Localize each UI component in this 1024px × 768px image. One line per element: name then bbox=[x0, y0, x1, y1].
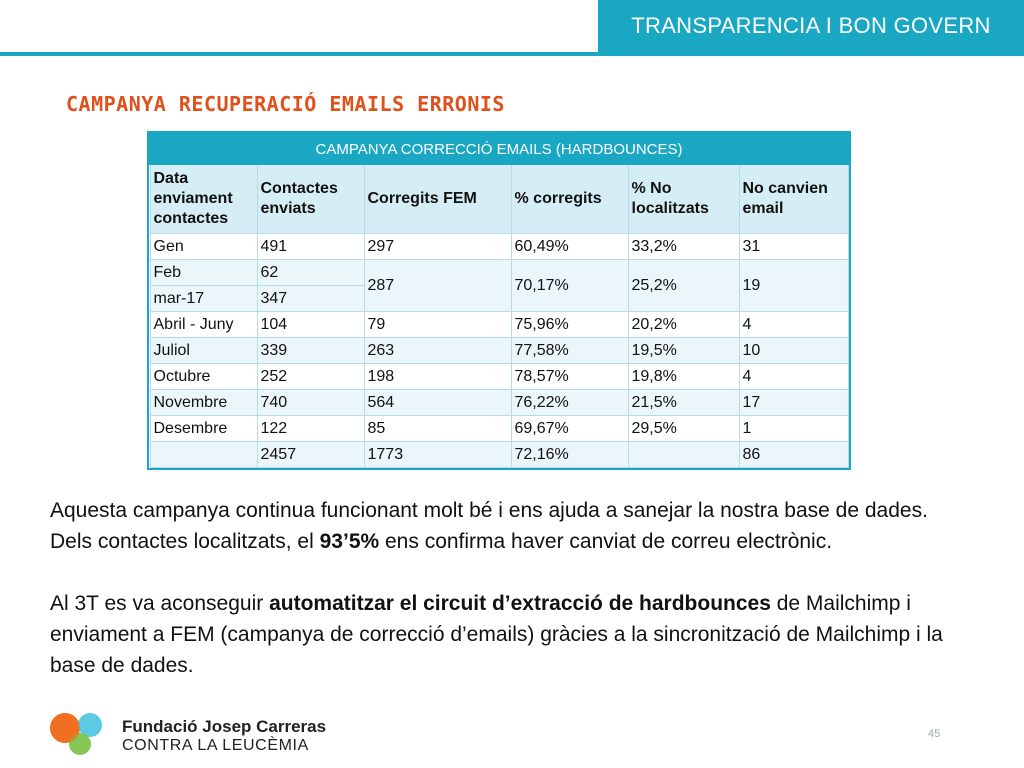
cell-sent: 252 bbox=[257, 364, 364, 390]
cell-notfound: 20,2% bbox=[628, 312, 739, 338]
table-row bbox=[150, 364, 848, 390]
table-header-row bbox=[150, 164, 848, 234]
cell-month: Octubre bbox=[150, 364, 257, 390]
paragraph-1-a: Aquesta campanya continua funcionant molt bé i ens ajuda a sanejar la nostra base de dades. Dels contactes localitzats, el bbox=[50, 499, 928, 553]
col-header: Corregits FEM bbox=[364, 164, 511, 234]
org-tagline: CONTRA LA LEUCÈMIA bbox=[122, 737, 309, 754]
table-row bbox=[150, 390, 848, 416]
cell-month bbox=[150, 442, 257, 468]
cell-month: Feb bbox=[150, 260, 257, 286]
cell-pct: 69,67% bbox=[511, 416, 628, 442]
paragraph-1-bold: 93’5% bbox=[319, 530, 380, 553]
cell-month: Juliol bbox=[150, 338, 257, 364]
cell-notfound: 19,8% bbox=[628, 364, 739, 390]
cell-notfound bbox=[628, 442, 739, 468]
table-row bbox=[150, 312, 848, 338]
col-header: % corregits bbox=[511, 164, 628, 234]
cell-sent: 491 bbox=[257, 234, 364, 260]
cell-sent: 104 bbox=[257, 312, 364, 338]
col-header: % No localitzats bbox=[628, 164, 739, 234]
paragraph-2-a: Al 3T es va aconseguir bbox=[50, 592, 270, 615]
cell-fixed: 287 bbox=[364, 260, 511, 312]
cell-nochange: 86 bbox=[739, 442, 848, 468]
cell-nochange: 17 bbox=[739, 390, 848, 416]
paragraph-2-b: de Mailchimp i enviament a FEM (campanya de correcció d’emails) gràcies a la sincronització de Mailchimp i la base de dades. bbox=[50, 592, 943, 677]
cell-notfound: 33,2% bbox=[628, 234, 739, 260]
cell-fixed: 263 bbox=[364, 338, 511, 364]
cell-notfound: 21,5% bbox=[628, 390, 739, 416]
header-badge: TRANSPARENCIA I BON GOVERN bbox=[592, 0, 1024, 52]
table-total-row bbox=[150, 442, 848, 468]
cell-pct: 60,49% bbox=[511, 234, 628, 260]
org-name: Fundació Josep Carreras bbox=[122, 717, 327, 736]
cell-notfound: 29,5% bbox=[628, 416, 739, 442]
cell-pct: 72,16% bbox=[511, 442, 628, 468]
paragraph-2 bbox=[50, 588, 970, 681]
cell-pct: 75,96% bbox=[511, 312, 628, 338]
col-header: No canvien email bbox=[739, 164, 848, 234]
cell-month: Desembre bbox=[150, 416, 257, 442]
cell-nochange: 4 bbox=[739, 364, 848, 390]
cell-month: mar-17 bbox=[150, 286, 257, 312]
cell-nochange: 4 bbox=[739, 312, 848, 338]
table-caption: CAMPANYA CORRECCIÓ EMAILS (HARDBOUNCES) bbox=[150, 134, 848, 164]
table-row bbox=[150, 234, 848, 260]
cell-nochange: 10 bbox=[739, 338, 848, 364]
cell-fixed: 297 bbox=[364, 234, 511, 260]
cell-fixed: 198 bbox=[364, 364, 511, 390]
paragraph-1-b: ens confirma haver canviat de correu electrònic. bbox=[379, 530, 833, 553]
cell-sent: 62 bbox=[257, 260, 364, 286]
cell-pct: 76,22% bbox=[511, 390, 628, 416]
table-row bbox=[150, 416, 848, 442]
col-header: Contactes enviats bbox=[257, 164, 364, 234]
table-row bbox=[150, 260, 848, 286]
cell-month: Abril - Juny bbox=[150, 312, 257, 338]
emails-table bbox=[149, 133, 849, 468]
cell-fixed: 79 bbox=[364, 312, 511, 338]
cell-nochange: 1 bbox=[739, 416, 848, 442]
cell-pct: 78,57% bbox=[511, 364, 628, 390]
table-row bbox=[150, 338, 848, 364]
cell-notfound: 25,2% bbox=[628, 260, 739, 312]
cell-month: Gen bbox=[150, 234, 257, 260]
cell-notfound: 19,5% bbox=[628, 338, 739, 364]
cell-fixed: 1773 bbox=[364, 442, 511, 468]
page-number: 45 bbox=[928, 728, 941, 740]
cell-pct: 70,17% bbox=[511, 260, 628, 312]
col-header: Data enviament contactes bbox=[150, 164, 257, 234]
paragraph-2-bold: automatitzar el circuit d’extracció de hardbounces bbox=[269, 592, 771, 615]
page-title: CAMPANYA RECUPERACIÓ EMAILS ERRONIS bbox=[66, 92, 505, 116]
cell-sent: 339 bbox=[257, 338, 364, 364]
cell-pct: 77,58% bbox=[511, 338, 628, 364]
cell-sent: 740 bbox=[257, 390, 364, 416]
cell-sent: 347 bbox=[257, 286, 364, 312]
cell-nochange: 31 bbox=[739, 234, 848, 260]
cell-sent: 122 bbox=[257, 416, 364, 442]
cell-sent: 2457 bbox=[257, 442, 364, 468]
header-rule bbox=[0, 52, 1024, 56]
cell-fixed: 564 bbox=[364, 390, 511, 416]
body-text bbox=[50, 495, 970, 681]
cell-month: Novembre bbox=[150, 390, 257, 416]
cell-fixed: 85 bbox=[364, 416, 511, 442]
paragraph-1 bbox=[50, 495, 970, 557]
cell-nochange: 19 bbox=[739, 260, 848, 312]
circles-logo-icon bbox=[48, 708, 108, 756]
